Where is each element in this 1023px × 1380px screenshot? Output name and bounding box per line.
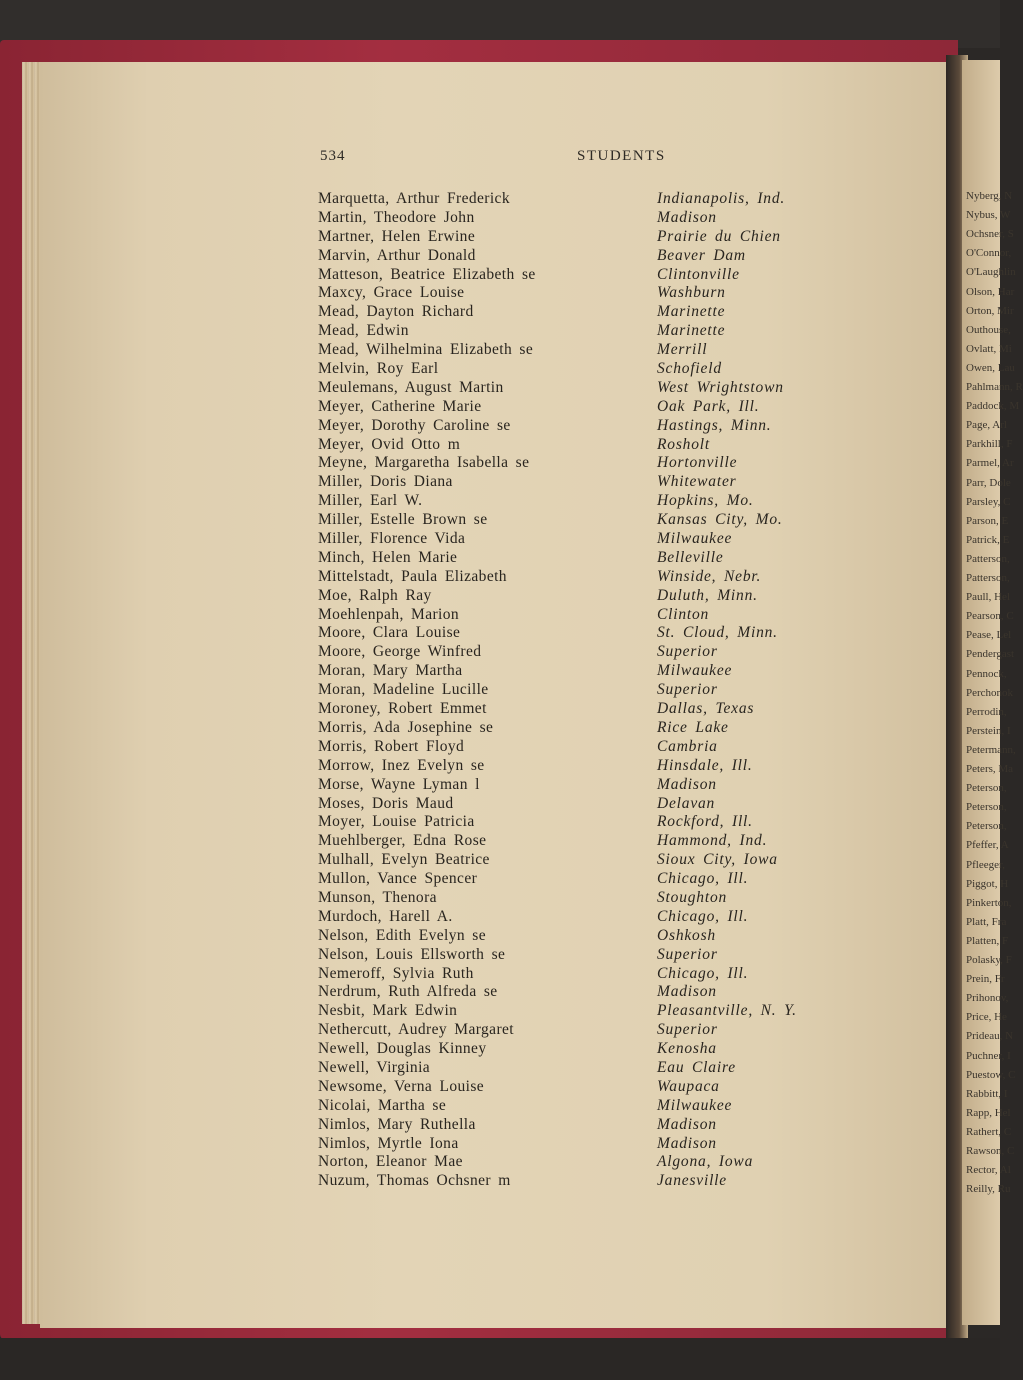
student-entry — [318, 719, 878, 738]
student-name: Miller, Florence Vida — [318, 530, 466, 548]
student-name: Munson, Thenora — [318, 888, 437, 906]
student-name: Miller, Estelle Brown se — [318, 511, 488, 529]
student-name: Norton, Eleanor Mae — [318, 1153, 463, 1171]
student-hometown: Janesville — [657, 1172, 727, 1190]
next-page-fragment: Pendergast — [966, 648, 1015, 661]
student-entry — [318, 473, 878, 492]
next-page-fragment: Nyberg, N — [966, 190, 1013, 202]
next-page-fragment: Pfeffer, A — [966, 839, 1009, 852]
student-name: Nelson, Edith Evelyn se — [318, 926, 487, 944]
student-name: Meyer, Dorothy Caroline se — [318, 416, 511, 434]
student-name: Moyer, Louise Patricia — [318, 813, 475, 831]
student-hometown: Duluth, Minn. — [657, 586, 758, 604]
next-page-fragment: Piggot, H — [966, 877, 1009, 890]
student-entry — [318, 757, 878, 776]
next-page-fragment: Perchonok — [966, 686, 1014, 699]
student-entry — [318, 284, 878, 303]
student-hometown: Hastings, Minn. — [657, 416, 772, 434]
student-hometown: Waupaca — [657, 1077, 720, 1095]
student-hometown: Oak Park, Ill. — [657, 397, 760, 415]
next-page-fragment: Pinkerton, — [966, 896, 1012, 909]
student-hometown: Superior — [657, 681, 718, 699]
student-name: Newsome, Verna Louise — [318, 1077, 485, 1095]
student-hometown: Hammond, Ind. — [657, 832, 768, 850]
student-hometown: Milwaukee — [657, 662, 733, 680]
student-entry — [318, 1059, 878, 1078]
next-page-fragment: Pease, Lel — [966, 629, 1012, 642]
student-name: Nuzum, Thomas Ochsner m — [318, 1172, 511, 1190]
next-page-fragment: Peterson, — [966, 801, 1007, 814]
student-entry — [318, 700, 878, 719]
student-entry — [318, 492, 878, 511]
page-title: STUDENTS — [577, 148, 666, 164]
next-page-fragment: Platten, F — [966, 934, 1009, 947]
next-page-fragment: Patterson, — [966, 572, 1010, 584]
student-hometown: Rice Lake — [657, 718, 729, 736]
student-name: Mullon, Vance Spencer — [318, 870, 478, 888]
student-name: Miller, Earl W. — [318, 492, 423, 510]
student-hometown: Sioux City, Iowa — [657, 851, 778, 869]
next-page-fragment: Rabbitt, I — [966, 1087, 1008, 1100]
next-page-fragment: Reilly, Ru — [966, 1183, 1011, 1196]
student-entry — [318, 662, 878, 681]
student-hometown: West Wrightstown — [657, 378, 784, 396]
student-entry — [318, 322, 878, 341]
student-entry — [318, 454, 878, 473]
next-page-fragment: Ochsner, S — [966, 228, 1014, 241]
student-hometown: Clintonville — [657, 265, 740, 283]
student-hometown: Marinette — [657, 322, 726, 340]
student-entry — [318, 1116, 878, 1135]
student-name: Murdoch, Harell A. — [318, 907, 453, 925]
student-name: Nesbit, Mark Edwin — [318, 1002, 458, 1020]
student-name: Marquetta, Arthur Frederick — [318, 190, 510, 207]
student-name: Moehlenpah, Marion — [318, 605, 460, 623]
student-name: Moe, Ralph Ray — [318, 586, 432, 604]
next-page-fragment: Page, Arl — [966, 419, 1007, 432]
student-name: Miller, Doris Diana — [318, 473, 453, 491]
student-entry — [318, 266, 878, 285]
next-page-fragment: Peterson, — [966, 820, 1007, 833]
student-name: Meulemans, August Martin — [318, 378, 504, 396]
student-entry — [318, 832, 878, 851]
next-page-edge — [962, 60, 1023, 1325]
student-entry — [318, 417, 878, 436]
student-name: Mead, Dayton Richard — [318, 303, 474, 321]
student-hometown: Whitewater — [657, 473, 737, 491]
student-name: Mittelstadt, Paula Elizabeth — [318, 567, 507, 585]
next-page-fragment: Parmel, Ar — [966, 457, 1014, 470]
student-entry — [318, 549, 878, 568]
next-page-fragment: Prihonov, — [966, 992, 1009, 1005]
student-name: Martin, Theodore John — [318, 208, 475, 226]
student-hometown: Madison — [657, 208, 717, 226]
student-entry — [318, 983, 878, 1002]
student-hometown: Cambria — [657, 737, 718, 755]
student-name: Matteson, Beatrice Elizabeth se — [318, 265, 536, 283]
student-entry — [318, 228, 878, 247]
student-hometown: Eau Claire — [657, 1058, 736, 1076]
student-hometown: Winside, Nebr. — [657, 567, 762, 585]
student-hometown: Rosholt — [657, 435, 710, 453]
student-hometown: Hortonville — [657, 454, 738, 472]
next-page-fragment: Patterson, — [966, 552, 1010, 565]
next-page-fragment: Puchner, I — [966, 1049, 1011, 1062]
student-name: Moses, Doris Maud — [318, 794, 454, 812]
student-name: Nimlos, Myrtle Iona — [318, 1134, 459, 1152]
student-hometown: Washburn — [657, 284, 726, 302]
student-name: Minch, Helen Marie — [318, 548, 458, 566]
student-entry — [318, 738, 878, 757]
student-hometown: Clinton — [657, 605, 710, 623]
next-page-fragment: Ovlatt, Mi — [966, 342, 1012, 355]
student-name: Morse, Wayne Lyman l — [318, 775, 480, 793]
student-hometown: St. Cloud, Minn. — [657, 624, 778, 642]
student-name: Morrow, Inez Evelyn se — [318, 756, 485, 774]
student-name: Meyer, Ovid Otto m — [318, 435, 461, 453]
student-name: Moore, George Winfred — [318, 643, 482, 661]
next-page-fragment: Pearson, C — [966, 610, 1014, 623]
next-page-fragment: Rapp, Hel — [966, 1106, 1011, 1119]
next-page-fragment: Paull, Hel — [966, 591, 1010, 604]
student-entry — [318, 568, 878, 587]
student-hometown: Indianapolis, Ind. — [657, 190, 786, 207]
student-hometown: Superior — [657, 945, 718, 963]
student-entry — [318, 908, 878, 927]
next-page-fragment: Parr, Dole — [966, 476, 1011, 489]
student-entry — [318, 643, 878, 662]
student-entry — [318, 624, 878, 643]
next-page-fragment: Rawson, C — [966, 1145, 1015, 1157]
student-hometown: Milwaukee — [657, 1096, 733, 1114]
student-entry — [318, 946, 878, 965]
student-hometown: Beaver Dam — [657, 246, 746, 264]
next-page-fragment: Pfleeger, — [966, 858, 1005, 871]
student-name: Moore, Clara Louise — [318, 624, 461, 642]
next-page-fragment: Petermann, — [966, 743, 1016, 756]
student-name: Melvin, Roy Earl — [318, 360, 439, 378]
student-entry — [318, 795, 878, 814]
student-name: Martner, Helen Erwine — [318, 227, 476, 245]
student-name: Nelson, Louis Ellsworth se — [318, 945, 506, 963]
next-page-fragment: Prein, Fr — [966, 973, 1005, 986]
next-page-fragment: Rector, Al — [966, 1164, 1011, 1177]
next-page-fragment: O'Laughlin — [966, 266, 1016, 279]
student-entry — [318, 587, 878, 606]
student-name: Morris, Robert Floyd — [318, 737, 465, 755]
next-page-fragment: Orton, Mir — [966, 304, 1014, 317]
student-entry — [318, 1153, 878, 1172]
student-name: Newell, Douglas Kinney — [318, 1040, 487, 1058]
student-entry — [318, 1097, 878, 1116]
page-number: 534 — [320, 148, 346, 164]
student-hometown: Chicago, Ill. — [657, 907, 749, 925]
student-entry — [318, 606, 878, 625]
student-name: Mulhall, Evelyn Beatrice — [318, 851, 490, 869]
background-bottom — [0, 1338, 1000, 1380]
next-page-fragment: Polasky, F — [966, 954, 1012, 966]
student-hometown: Merrill — [657, 341, 708, 359]
student-list — [318, 190, 878, 1191]
student-hometown: Madison — [657, 1115, 717, 1133]
student-entry — [318, 965, 878, 984]
student-hometown: Madison — [657, 983, 717, 1001]
student-name: Mead, Wilhelmina Elizabeth se — [318, 341, 534, 359]
next-page-fragment: Parsley, C — [966, 495, 1011, 508]
student-entry — [318, 247, 878, 266]
student-name: Newell, Virginia — [318, 1058, 431, 1076]
student-entry — [318, 776, 878, 795]
next-page-fragment: Rathert, C — [966, 1125, 1012, 1138]
next-page-fragment: Pahlmann, R — [966, 381, 1023, 393]
student-name: Nicolai, Martha se — [318, 1096, 447, 1114]
student-name: Mead, Edwin — [318, 322, 409, 340]
student-hometown: Superior — [657, 643, 718, 661]
student-name: Moran, Madeline Lucille — [318, 681, 489, 699]
student-name: Morris, Ada Josephine se — [318, 718, 494, 736]
student-hometown: Oshkosh — [657, 926, 716, 944]
student-entry — [318, 379, 878, 398]
student-hometown: Madison — [657, 775, 717, 793]
next-page-fragment: Platt, Fra — [966, 915, 1007, 928]
next-page-fragment: Peterson, — [966, 782, 1007, 795]
student-hometown: Delavan — [657, 794, 716, 812]
student-entry — [318, 530, 878, 549]
student-name: Nethercutt, Audrey Margaret — [318, 1021, 514, 1039]
student-name: Moran, Mary Martha — [318, 662, 463, 680]
student-entry — [318, 1040, 878, 1059]
next-page-fragment: Pennock, — [966, 667, 1007, 680]
student-entry — [318, 511, 878, 530]
student-entry — [318, 398, 878, 417]
student-entry — [318, 303, 878, 322]
student-hometown: Stoughton — [657, 888, 728, 906]
next-page-fragment: Parson, E — [966, 514, 1009, 527]
student-hometown: Algona, Iowa — [657, 1153, 754, 1171]
next-page-fragment: Perrodin, — [966, 705, 1007, 718]
student-entry — [318, 360, 878, 379]
student-hometown: Pleasantville, N. Y. — [657, 1002, 797, 1020]
student-entry — [318, 681, 878, 700]
next-page-fragment: Prideau, N — [966, 1030, 1014, 1043]
student-entry — [318, 1172, 878, 1191]
next-page-fragment: O'Connor, — [966, 247, 1012, 260]
student-name: Maxcy, Grace Louise — [318, 284, 465, 302]
next-page-fragment: Olson, Har — [966, 285, 1015, 298]
student-hometown: Madison — [657, 1134, 717, 1152]
student-hometown: Hopkins, Mo. — [657, 492, 754, 510]
student-hometown: Chicago, Ill. — [657, 870, 749, 888]
student-hometown: Rockford, Ill. — [657, 813, 753, 831]
next-page-fragment: Outhouse, — [966, 323, 1011, 336]
student-name: Nimlos, Mary Ruthella — [318, 1115, 476, 1133]
student-entry — [318, 190, 878, 209]
student-name: Meyer, Catherine Marie — [318, 397, 482, 415]
student-entry — [318, 1135, 878, 1154]
student-hometown: Kansas City, Mo. — [657, 511, 783, 529]
next-page-fragment: Patrick, E — [966, 533, 1010, 546]
student-entry — [318, 209, 878, 228]
student-hometown: Schofield — [657, 360, 722, 378]
student-name: Muehlberger, Edna Rose — [318, 832, 487, 850]
student-name: Moroney, Robert Emmet — [318, 700, 487, 718]
student-entry — [318, 889, 878, 908]
student-entry — [318, 927, 878, 946]
student-name: Meyne, Margaretha Isabella se — [318, 454, 530, 472]
student-name: Marvin, Arthur Donald — [318, 246, 476, 264]
student-hometown: Chicago, Ill. — [657, 964, 749, 982]
student-name: Nerdrum, Ruth Alfreda se — [318, 983, 498, 1001]
student-entry — [318, 851, 878, 870]
next-page-fragment: Puestow, C — [966, 1068, 1016, 1081]
next-page-fragment: Peters, Ma — [966, 763, 1014, 775]
next-page-fragment: Paddock, M — [966, 400, 1020, 413]
student-entry — [318, 813, 878, 832]
student-hometown: Kenosha — [657, 1040, 717, 1058]
next-page-fragment: Perstein, I — [966, 724, 1011, 737]
student-entry — [318, 1078, 878, 1097]
student-entry — [318, 870, 878, 889]
student-entry — [318, 341, 878, 360]
student-hometown: Belleville — [657, 548, 724, 566]
student-hometown: Superior — [657, 1021, 718, 1039]
student-hometown: Marinette — [657, 303, 726, 321]
next-page-fragment: Price, He — [966, 1011, 1007, 1024]
student-hometown: Hinsdale, Ill. — [657, 756, 753, 774]
next-page-fragment: Owen, Lau — [966, 361, 1015, 374]
student-entry — [318, 1002, 878, 1021]
next-page-fragment: Parkhill, F — [966, 438, 1013, 451]
student-entry — [318, 436, 878, 455]
student-hometown: Prairie du Chien — [657, 227, 781, 245]
student-hometown: Dallas, Texas — [657, 700, 755, 718]
student-entry — [318, 1021, 878, 1040]
student-name: Nemeroff, Sylvia Ruth — [318, 964, 474, 982]
student-hometown: Milwaukee — [657, 530, 733, 548]
next-page-fragment: Nybus, W — [966, 209, 1011, 222]
